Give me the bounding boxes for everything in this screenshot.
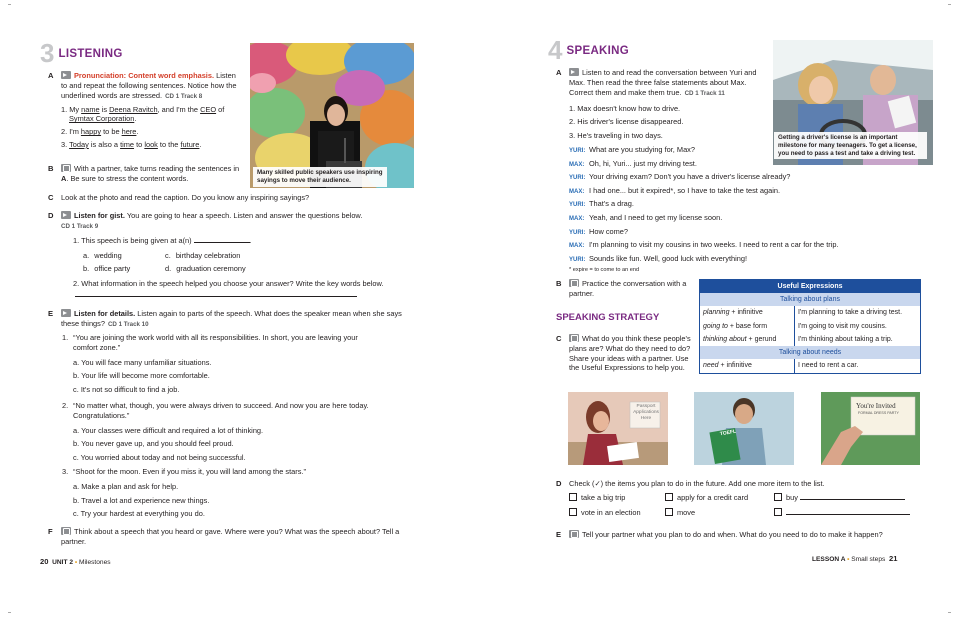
checklist [569, 493, 919, 525]
pair-work-icon [569, 334, 579, 342]
answer-blank[interactable] [800, 499, 905, 500]
table-row: going to + base form I'm going to visit my cousins. [700, 320, 920, 333]
speaker-photo-caption: Many skilled public speakers use inspiring sayings to move their audience. [253, 167, 387, 187]
dialogue-line: MAX: Oh, hi, Yuri... just my driving test. [569, 158, 697, 168]
invitation-subtitle: FORMAL DRESS PARTY [858, 411, 899, 415]
useful-expressions-title: Useful Expressions [700, 280, 920, 293]
table-subheading: Talking about plans [700, 293, 920, 306]
right-exercise-b: B Practice the conversation with a partner. [556, 279, 687, 298]
audio-icon[interactable] [569, 68, 579, 76]
audio-icon[interactable] [61, 309, 71, 317]
dialogue-line: MAX: Yeah, and I need to get my license soon. [569, 212, 723, 222]
left-exercise-c: C Look at the photo and read the caption. Do you know any inspiring sayings? [48, 193, 310, 202]
checklist-item[interactable]: vote in an election [569, 508, 641, 518]
right-exercise-a: A Listen to and read the conversation between Yuri and Max. Then read the three false statements about Max. Correct them and make them true. CD 1 Track 11 1. Max doesn't know how to drive. 2. His driver's license disappeared. 3. He's traveling in two days. [556, 68, 768, 141]
exercise-a-title: Pronunciation: Content word emphasis. [74, 71, 215, 80]
exercise-letter: B [48, 164, 54, 173]
checklist-item[interactable] [774, 508, 910, 518]
option: a. Make a plan and ask for help. [73, 481, 179, 491]
right-footer: LESSON A • Small steps 21 [812, 554, 898, 563]
dialogue-line: YURI: How come? [569, 226, 629, 236]
option: b. You never gave up, and you should feel proud. [73, 439, 234, 449]
passport-sign-text: Passport Applications Here [633, 404, 659, 421]
exercise-a-text: Listen to and repeat the following sentences. Notice how the underlined words are stressed. [61, 71, 237, 100]
audio-icon[interactable] [61, 211, 71, 219]
left-section-heading [40, 40, 123, 66]
checklist-item[interactable]: move [665, 508, 695, 518]
e-question-2: 2. “No matter what, though, you were always driven to succeed. And now you are here today. Congratulations.” a. Your classes were difficult and required a lot of thinking. b. You never gave up, and you should feel proud. c. You worried about today and not being successful. [62, 401, 402, 463]
option: c. You worried about today and not being successful. [73, 453, 246, 463]
left-exercise-e: E Listen for details. Listen again to parts of the speech. What does the speaker mean when she says these things? CD 1 Track 10 [48, 309, 402, 328]
footnote: * expire = to come to an end [569, 267, 640, 274]
left-exercise-d: D Listen for gist. You are going to hear a speech. Listen and answer the questions below. CD 1 Track 9 1. This speech is being given at a(n) . a. wedding c. birthday celebration b. office party d. graduation ceremony 2. What information in the speech helped you choose your answer? Write the key words below. [48, 211, 418, 288]
table-subheading: Talking about needs [700, 346, 920, 359]
question-2: 2. What information in the speech helped you choose your answer? Write the key words below. [73, 278, 384, 288]
exercise-letter: A [48, 71, 54, 80]
exercise-letter: A [556, 68, 562, 77]
invitation-title: You're Invited [856, 402, 896, 410]
option: c. Try your hardest at everything you do. [73, 509, 205, 519]
passport-illustration [568, 392, 668, 465]
list-item: 1. My name is Deena Ravitch, and I'm the CEO of Symtax Corporation. [61, 104, 225, 124]
exercise-letter: B [556, 279, 562, 288]
e-question-1: 1. “You are joining the work world with all its responsibilities. In short, you are leaving your comfort zone.” a. You will face many unfamiliar situations. b. Your life will become more comfortable. c. It's not so difficult to find a job. [62, 333, 382, 395]
right-exercise-d: D Check (✓) the items you plan to do in the future. Add one more item to the list. [556, 479, 825, 488]
exercise-letter: D [48, 211, 54, 220]
track-label: CD 1 Track 9 [61, 222, 99, 230]
right-section-heading [548, 37, 629, 63]
answer-blank[interactable] [786, 514, 910, 515]
dialogue-line: MAX: I'm planning to visit my cousins in two weeks. I need to rent a car for the trip. [569, 240, 839, 250]
left-footer: 20 UNIT 2 • Milestones [40, 557, 111, 566]
table-row: need + infinitive I need to rent a car. [700, 359, 920, 372]
question-1: 1. This speech is being given at a(n) . [73, 235, 252, 245]
options-grid: a. wedding c. birthday celebration b. office party d. graduation ceremony [83, 250, 246, 273]
sentence-list [61, 105, 244, 150]
option: b. Your life will become more comfortable. [73, 371, 210, 381]
checkbox[interactable] [569, 493, 577, 501]
section-title: SPEAKING [566, 45, 629, 57]
audio-icon[interactable] [61, 71, 71, 79]
list-item: 2. His driver's license disappeared. [569, 117, 684, 127]
checkbox[interactable] [569, 508, 577, 516]
driving-photo-caption: Getting a driver's license is an important milestone for many teenagers. To get a license, you need to pass a test and take a driving test. [774, 132, 927, 159]
answer-line[interactable] [75, 296, 357, 297]
table-row: planning + infinitive I'm planning to take a driving test. [700, 306, 920, 319]
right-exercise-e: E Tell your partner what you plan to do and when. What do you need to do to make it happen? [556, 530, 883, 539]
table-row: thinking about + gerund I'm thinking about taking a trip. [700, 333, 920, 346]
section-number: 3 [40, 38, 55, 68]
track-label: CD 1 Track 11 [684, 89, 725, 97]
left-exercise-b: B With a partner, take turns reading the sentences in A. Be sure to stress the content words. [48, 164, 240, 183]
page-number: 20 [40, 557, 49, 566]
option: a. You will face many unfamiliar situations. [73, 357, 212, 367]
option: c. It's not so difficult to find a job. [73, 385, 180, 395]
book-title-text: TOEFL [719, 428, 737, 438]
dialogue-line: YURI: Sounds like fun. Well, good luck with everything! [569, 253, 748, 263]
checklist-item[interactable]: apply for a credit card [665, 493, 748, 503]
option: a. Your classes were difficult and required a lot of thinking. [73, 425, 264, 435]
section-number: 4 [548, 35, 563, 65]
checkbox[interactable] [665, 493, 673, 501]
exercise-letter: F [48, 527, 53, 536]
page-number: 21 [888, 554, 898, 563]
pair-work-icon [61, 164, 71, 172]
section-title: LISTENING [58, 48, 123, 60]
list-item: 1. Max doesn't know how to drive. [569, 103, 681, 113]
option: b. Travel a lot and experience new things. [73, 495, 210, 505]
list-item: 3. He's traveling in two days. [569, 131, 663, 141]
checklist-item[interactable]: take a big trip [569, 493, 625, 503]
exercise-letter: E [48, 309, 54, 318]
dialogue-line: YURI: Your driving exam? Don't you have a driver's license already? [569, 172, 791, 182]
list-item: 3. Today is also a time to look to the future. [61, 140, 202, 150]
checkbox[interactable] [665, 508, 673, 516]
dialogue-line: YURI: What are you studying for, Max? [569, 145, 695, 154]
speaking-strategy-heading: SPEAKING STRATEGY [556, 312, 660, 323]
answer-blank[interactable] [194, 242, 250, 243]
exercise-letter: D [556, 479, 562, 488]
pair-work-icon [569, 279, 579, 287]
exercise-letter: C [556, 334, 562, 343]
dialogue-line: YURI: That's a drag. [569, 199, 634, 209]
track-label: CD 1 Track 8 [165, 92, 203, 100]
track-label: CD 1 Track 10 [107, 320, 149, 328]
student-illustration [694, 392, 794, 465]
list-item: 2. I'm happy to be here. [61, 127, 139, 137]
pair-work-icon [569, 530, 579, 538]
pair-work-icon [61, 527, 71, 535]
left-exercise-f: F Think about a speech that you heard or gave. Where were you? What was the speech about? Tell a partner. [48, 527, 400, 546]
checkbox[interactable] [774, 508, 782, 516]
right-exercise-c: C What do you think these people's plans are? What do they need to do? Share your ideas with a partner. Use the Useful Expressions to help you. [556, 334, 691, 373]
e-question-3: 3. “Shoot for the moon. Even if you miss it, you will land among the stars.” a. Make a plan and ask for help. b. Travel a lot and experience new things. c. Try your hardest at everything you do. [62, 467, 402, 519]
false-statements [569, 104, 768, 141]
checklist-item[interactable]: buy [774, 493, 905, 503]
dialogue-line: MAX: I had one... but it expired*, so I have to take the test again. [569, 185, 781, 195]
exercise-letter: E [556, 530, 562, 539]
exercise-letter: C [48, 193, 54, 202]
left-exercise-a [48, 71, 244, 150]
dialogue [569, 144, 929, 274]
useful-expressions-box [699, 279, 921, 374]
checkbox[interactable] [774, 493, 782, 501]
